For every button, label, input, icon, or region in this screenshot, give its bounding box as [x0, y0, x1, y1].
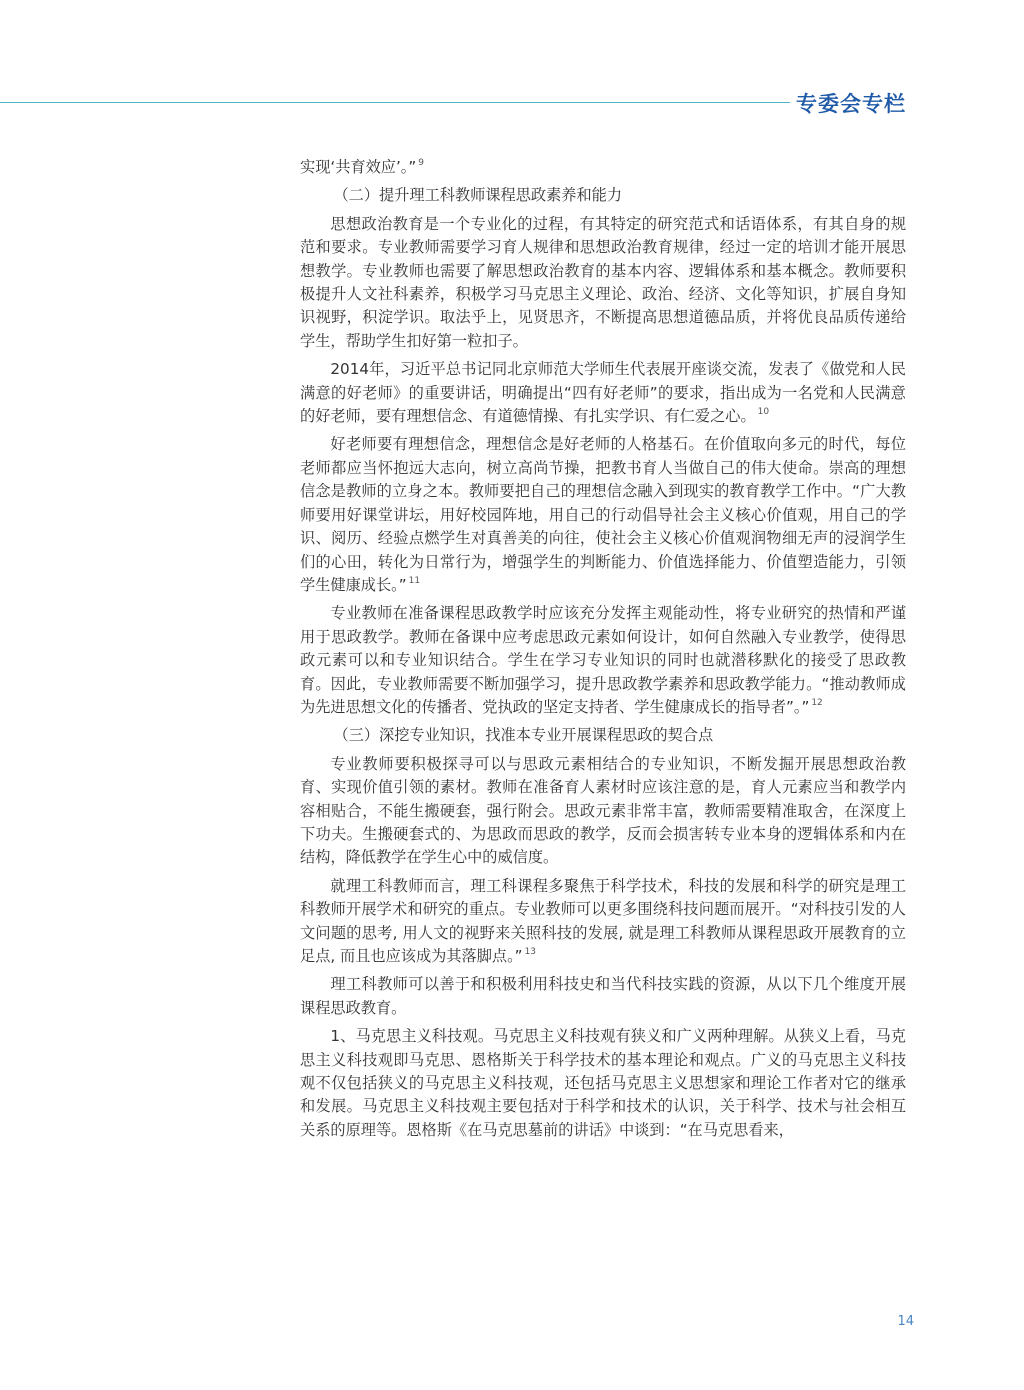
article-body — [300, 156, 906, 1147]
header-rule — [0, 102, 790, 103]
paragraph-text: 1、马克思主义科技观。马克思主义科技观有狭义和广义两种理解。从狭义上看，马克思主义科技观即马克思、恩格斯关于科学技术的基本理论和观点。广义的马克思主义科技观不仅包括狭义的马克思主义科技观，还包括马克思主义思想家和理论工作者对它的继承和发展。马克思主义科技观主要包括对于科学和技术的认识，关于科学、技术与社会相互关系的原理等。恩格斯《在马克思墓前的讲话》中谈到：“在马克思看来， — [300, 1027, 906, 1139]
paragraph-text: 理工科教师可以善于和积极利用科技史和当代科技实践的资源，从以下几个维度开展课程思政教育。 — [300, 975, 906, 1017]
paragraph — [300, 156, 906, 179]
footnote-marker: 9 — [418, 158, 424, 168]
paragraph — [300, 1025, 906, 1142]
paragraph — [300, 973, 906, 1020]
paragraph-text: 就理工科教师而言，理工科课程多聚焦于科学技术，科技的发展和科学的研究是理工科教师开展学术和研究的重点。专业教师可以更多围绕科技问题而展开。“对科技引发的人文问题的思考, 用人文的视野来关照科技的发展, 就是理工科教师从课程思政开展教育的立足点, 而且也应该成为其落脚点。” — [300, 876, 906, 965]
paragraph-text: 好老师要有理想信念，理想信念是好老师的人格基石。在价值取向多元的时代，每位老师都应当怀抱远大志向，树立高尚节操，把教书育人当做自己的伟大使命。崇高的理想信念是教师的立身之本。教师要把自己的理想信念融入到现实的教育教学工作中。“广大教师要用好课堂讲坛，用好校园阵地，用自己的行动倡导社会主义核心价值观，用自己的学识、阅历、经验点燃学生对真善美的向往，使社会主义核心价值观润物细无声的浸润学生们的心田，转化为日常行为，增强学生的判断能力、价值选择能力、价值塑造能力，引领学生健康成长。” — [300, 435, 906, 594]
paragraph-text: 思想政治教育是一个专业化的过程，有其特定的研究范式和话语体系，有其自身的规范和要求。专业教师需要学习育人规律和思想政治教育规律，经过一定的培训才能开展思想教学。专业教师也需要了解思想政治教育的基本内容、逻辑体系和基本概念。教师要积极提升人文社科素养，积极学习马克思主义理论、政治、经济、文化等知识，扩展自身知识视野，积淀学识。取法乎上，见贤思齐，不断提高思想道德品质，并将优良品质传递给学生，帮助学生扣好第一粒扣子。 — [300, 214, 906, 350]
paragraph — [300, 358, 906, 428]
paragraph-text: （三）深挖专业知识，找准本专业开展课程思政的契合点 — [333, 726, 714, 745]
paragraph — [300, 602, 906, 719]
paragraph-text: 实现‘共育效应’。” — [300, 158, 417, 176]
paragraph-text: 专业教师在准备课程思政教学时应该充分发挥主观能动性，将专业研究的热情和严谨用于思政教学。教师在备课中应考虑思政元素如何设计，如何自然融入专业教学，使得思政元素可以和专业知识结合。学生在学习专业知识的同时也就潜移默化的接受了思政教育。因此，专业教师需要不断加强学习，提升思政教学素养和思政教学能力。“推动教师成为先进思想文化的传播者、党执政的坚定支持者、学生健康成长的指导者”。” — [300, 604, 906, 716]
section-heading — [300, 184, 906, 207]
footnote-marker: 11 — [408, 575, 421, 586]
footnote-marker: 12 — [811, 697, 823, 708]
footnote-marker: 10 — [757, 407, 770, 418]
paragraph — [300, 213, 906, 353]
paragraph-text: （二）提升理工科教师课程思政素养和能力 — [333, 186, 622, 205]
section-title: 专委会专栏 — [796, 92, 906, 116]
paragraph-text: 专业教师要积极探寻可以与思政元素相结合的专业知识，不断发掘开展思想政治教育、实现价值引领的素材。教师在准备育人素材时应该注意的是，育人元素应当和教学内容相贴合，不能生搬硬套，强行附会。思政元素非常丰富，教师需要精准取舍，在深度上下功夫。生搬硬套式的、为思政而思政的教学，反而会损害转专业本身的逻辑体系和内在结构，降低教学在学生心中的威信度。 — [300, 754, 906, 867]
footnote-marker: 13 — [524, 947, 537, 957]
section-heading — [300, 724, 906, 747]
paragraph — [300, 875, 906, 969]
page-number: 14 — [897, 1314, 914, 1329]
paragraph — [300, 753, 906, 870]
paragraph-text: 2014年，习近平总书记同北京师范大学师生代表展开座谈交流，发表了《做党和人民满意的好老师》的重要讲话，明确提出“四有好老师”的要求，指出成为一名党和人民满意的好老师，要有理想信念、有道德情操、有扎实学识、有仁爱之心。 — [300, 360, 906, 426]
paragraph — [300, 433, 906, 597]
